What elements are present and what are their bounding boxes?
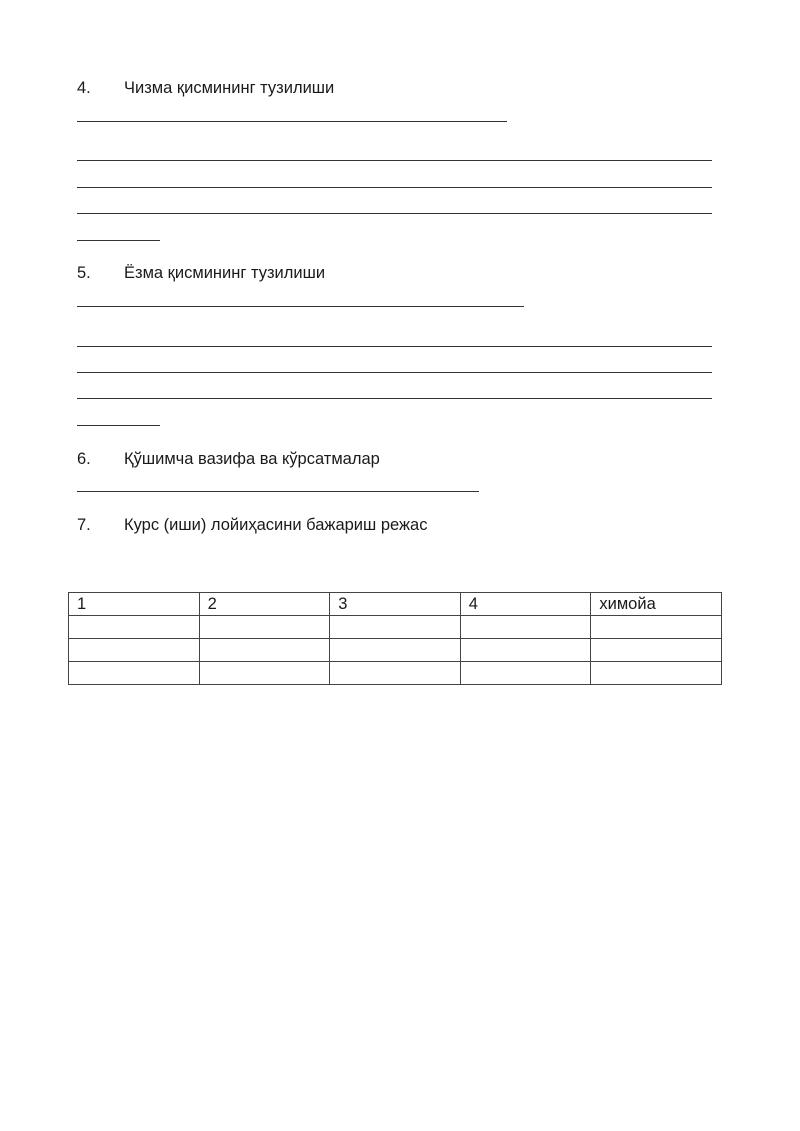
answer-line[interactable] (77, 160, 712, 161)
table-cell[interactable] (460, 662, 591, 685)
table-cell[interactable] (69, 639, 200, 662)
section-7-heading (77, 515, 427, 535)
table-header-cell: 3 (330, 593, 461, 616)
answer-line[interactable] (77, 346, 712, 347)
table-cell[interactable] (460, 616, 591, 639)
section-4-heading (77, 78, 334, 98)
table-cell[interactable] (591, 616, 722, 639)
answer-line[interactable] (77, 121, 507, 122)
table-cell[interactable] (69, 616, 200, 639)
table-cell[interactable] (199, 616, 330, 639)
section-title: Курс (иши) лойиҳасини бажариш режас (124, 516, 428, 534)
table-header-cell: 1 (69, 593, 200, 616)
section-5-heading (77, 263, 325, 283)
section-number: 5. (77, 264, 91, 282)
table-header-cell: 2 (199, 593, 330, 616)
section-number: 4. (77, 79, 91, 97)
answer-line[interactable] (77, 240, 160, 241)
table-cell[interactable] (199, 662, 330, 685)
answer-line[interactable] (77, 187, 712, 188)
section-number: 7. (77, 516, 91, 534)
table-row (69, 616, 722, 639)
table-cell[interactable] (69, 662, 200, 685)
answer-line[interactable] (77, 398, 712, 399)
table-cell[interactable] (591, 639, 722, 662)
section-number: 6. (77, 450, 91, 468)
table-cell[interactable] (330, 662, 461, 685)
table-header-cell: 4 (460, 593, 591, 616)
answer-line[interactable] (77, 372, 712, 373)
section-title: Чизма қисмининг тузилиши (124, 79, 335, 97)
answer-line[interactable] (77, 491, 479, 492)
table-header-row (69, 593, 722, 616)
table-cell[interactable] (330, 639, 461, 662)
table-cell[interactable] (199, 639, 330, 662)
answer-line[interactable] (77, 213, 712, 214)
section-6-heading (77, 449, 380, 469)
table-header-cell: химойа (591, 593, 722, 616)
table-cell[interactable] (330, 616, 461, 639)
plan-table (68, 592, 722, 685)
table-cell[interactable] (460, 639, 591, 662)
section-title: Ёзма қисмининг тузилиши (124, 264, 326, 282)
section-title: Қўшимча вазифа ва кўрсатмалар (124, 450, 380, 468)
table-cell[interactable] (591, 662, 722, 685)
table-row (69, 639, 722, 662)
table-row (69, 662, 722, 685)
answer-line[interactable] (77, 425, 160, 426)
answer-line[interactable] (77, 306, 524, 307)
